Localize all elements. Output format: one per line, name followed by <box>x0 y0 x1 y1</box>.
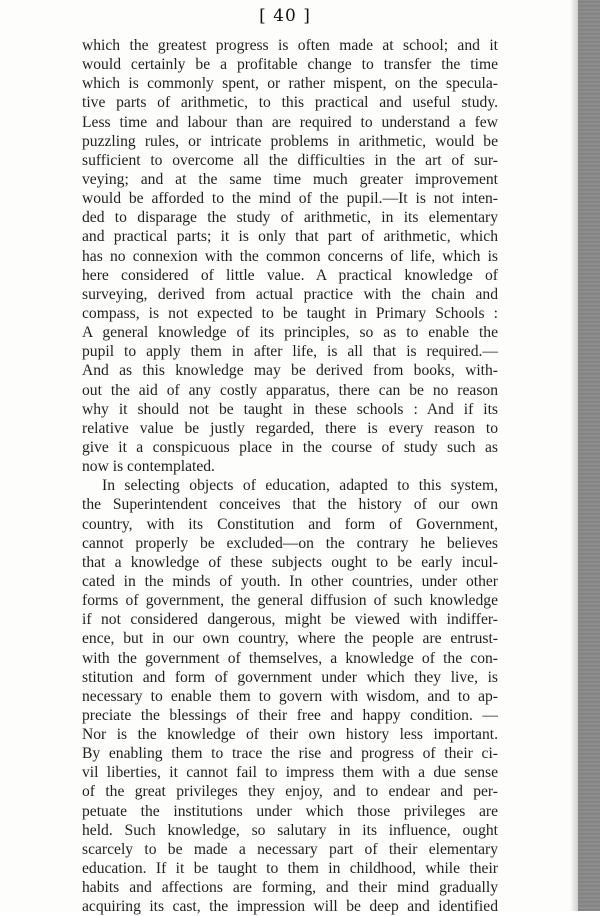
text-line: puzzling rules, or intricate problems in arithmetic, would be <box>82 132 498 150</box>
text-line: surveying, derived from actual practice with the chain and <box>82 285 498 303</box>
page-gutter-shadow <box>570 0 578 911</box>
text-line: and practical parts; it is only that part of arithmetic, which <box>82 228 498 246</box>
text-line: has no connexion with the common concerns of life, which is <box>82 247 498 265</box>
text-line: pupil to apply them in after life, is all that is required.— <box>82 343 498 361</box>
text-line: out the aid of any costly apparatus, there can be no reason <box>82 381 498 399</box>
text-line: veying; and at the same time much greater improvement <box>82 170 498 188</box>
text-line: In selecting objects of education, adapted to this system, <box>102 477 498 495</box>
text-line: with the government of themselves, a knowledge of the con- <box>82 649 498 667</box>
body-text <box>82 36 498 916</box>
text-line: if not considered dangerous, might be viewed with indiffer- <box>82 611 498 629</box>
text-line: would certainly be a profitable change to transfer the time <box>82 56 498 74</box>
text-line: And as this knowledge may be derived from books, with- <box>82 362 498 380</box>
text-line: relative value be justly regarded, there is every reason to <box>82 419 498 437</box>
paragraph-2 <box>82 476 498 916</box>
text-line: necessary to enable them to govern with wisdom, and to ap- <box>82 687 498 705</box>
page-number: [ 40 ] <box>259 6 311 26</box>
text-line: would be afforded to the mind of the pupil.—It is not inten- <box>82 190 498 208</box>
text-line: stitution and form of government under which they live, is <box>82 668 498 686</box>
text-line: held. Such knowledge, so salutary in its influence, ought <box>82 821 498 839</box>
text-line: here considered of little value. A practical knowledge of <box>82 266 498 284</box>
text-line: ence, but in our own country, where the people are entrust- <box>82 630 498 648</box>
text-line: Less time and labour than are required to understand a few <box>82 113 498 131</box>
text-line: Nor is the knowledge of their own history less important. <box>82 726 498 744</box>
text-line: sufficient to overcome all the difficulties in the art of sur- <box>82 151 498 169</box>
text-line: education. If it be taught to them in childhood, while their <box>82 860 498 878</box>
text-line: scarcely to be made a necessary part of their elementary <box>82 840 498 858</box>
text-line: forms of government, the general diffusion of such knowledge <box>82 592 498 610</box>
text-line: cated in the minds of youth. In other countries, under other <box>82 572 498 590</box>
text-line: vil liberties, it cannot fail to impress them with a due sense <box>82 764 498 782</box>
text-line: give it a conspicuous place in the course of study such as <box>82 438 498 456</box>
text-line: petuate the institutions under which those privileges are <box>82 802 498 820</box>
text-line: country, with its Constitution and form of Government, <box>82 515 498 533</box>
book-binding-edge <box>578 0 600 911</box>
text-line: By enabling them to trace the rise and progress of their ci- <box>82 745 498 763</box>
text-line: the Superintendent conceives that the history of our own <box>82 496 498 514</box>
text-line: of the great privileges they enjoy, and to endear and per- <box>82 783 498 801</box>
text-line: tive parts of arithmetic, to this practical and useful study. <box>82 94 498 112</box>
text-line: now is contemplated. <box>82 458 215 476</box>
text-line: A general knowledge of its principles, so as to enable the <box>82 324 498 342</box>
text-line: habits and affections are forming, and their mind gradually <box>82 879 498 897</box>
text-line: preciate the blessings of their free and happy condition. — <box>82 706 498 724</box>
text-line: ded to disparage the study of arithmetic, in its elementary <box>82 209 498 227</box>
text-line: which the greatest progress is often made at school; and it <box>82 37 498 54</box>
text-line: which is commonly spent, or rather mispent, on the specula- <box>82 75 498 93</box>
text-line: cannot properly be excluded—on the contrary he believes <box>82 534 498 552</box>
text-line: that a knowledge of these subjects ought to be early incul- <box>82 553 498 571</box>
text-line: acquiring its cast, the impression will be deep and identified <box>82 898 498 916</box>
text-line: compass, is not expected to be taught in Primary Schools : <box>82 304 498 322</box>
text-line: why it should not be taught in these schools : And if its <box>82 400 498 418</box>
paragraph-1 <box>82 36 498 476</box>
